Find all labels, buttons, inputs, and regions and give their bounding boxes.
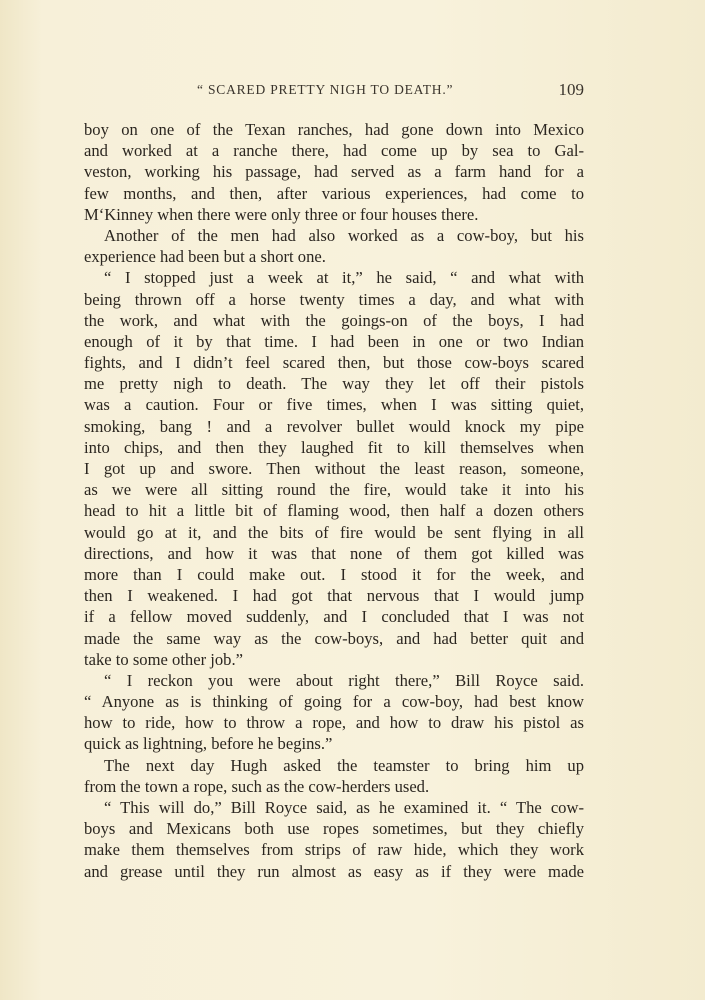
text-line: as we were all sitting round the fire, would take it into his xyxy=(84,480,584,500)
text-line: and worked at a ranche there, had come up by sea to Gal- xyxy=(84,141,584,161)
text-line: veston, working his passage, had served as a farm hand for a xyxy=(84,162,584,182)
text-line: me pretty nigh to death. The way they let off their pistols xyxy=(84,374,584,394)
text-line: into chips, and then they laughed fit to kill themselves when xyxy=(84,437,584,457)
running-head: “ SCARED PRETTY NIGH TO DEATH.” xyxy=(197,82,454,97)
text-line: few months, and then, after various experiences, had come to xyxy=(84,183,584,203)
page-header xyxy=(84,80,584,104)
text-line: being thrown off a horse twenty times a day, and what with xyxy=(84,289,584,309)
text-line: and grease until they run almost as easy as if they were made xyxy=(84,861,584,881)
text-line: more than I could make out. I stood it for the week, and xyxy=(84,564,584,584)
text-line: “ This will do,” Bill Royce said, as he examined it. “ The cow- xyxy=(104,798,584,817)
text-line: I got up and swore. Then without the least reason, someone, xyxy=(84,459,584,478)
text-line: fights, and I didn’t feel scared then, but those cow-boys scared xyxy=(84,353,584,373)
text-line: M‘Kinney when there were only three or four houses there. xyxy=(84,204,479,224)
text-line: would go at it, and the bits of fire would be sent flying in all xyxy=(84,522,584,542)
text-line: Another of the men had also worked as a cow-boy, but his xyxy=(104,225,584,245)
body-text xyxy=(84,119,584,882)
text-line: make them themselves from strips of raw hide, which they work xyxy=(84,840,584,860)
text-line: The next day Hugh asked the teamster to bring him up xyxy=(104,755,584,775)
text-line: was a caution. Four or five times, when I was sitting quiet, xyxy=(84,395,584,415)
text-line: how to ride, how to throw a rope, and how to draw his pistol as xyxy=(84,713,584,733)
text-line: if a fellow moved suddenly, and I concluded that I was not xyxy=(84,607,584,627)
text-line: directions, and how it was that none of them got killed was xyxy=(84,543,584,563)
text-line: head to hit a little bit of flaming wood, then half a dozen others xyxy=(84,501,584,521)
text-line: take to some other job.” xyxy=(84,649,243,669)
text-line: “ I reckon you were about right there,” Bill Royce said. xyxy=(104,670,584,690)
text-line: smoking, bang ! and a revolver bullet would knock my pipe xyxy=(84,416,584,436)
text-line: “ I stopped just a week at it,” he said, “ and what with xyxy=(104,268,584,288)
text-line: made the same way as the cow-boys, and had better quit and xyxy=(84,628,584,648)
text-line: quick as lightning, before he begins.” xyxy=(84,734,333,754)
text-line: boys and Mexicans both use ropes sometimes, but they chiefly xyxy=(84,819,584,839)
text-line: “ Anyone as is thinking of going for a cow-boy, had best know xyxy=(84,692,584,712)
text-line: boy on one of the Texan ranches, had gone down into Mexico xyxy=(84,120,584,139)
text-line: the work, and what with the goings-on of the boys, I had xyxy=(84,310,584,330)
text-line: experience had been but a short one. xyxy=(84,247,326,267)
page-number: 109 xyxy=(558,80,584,99)
text-line: enough of it by that time. I had been in one or two Indian xyxy=(84,331,584,351)
text-line: then I weakened. I had got that nervous that I would jump xyxy=(84,586,584,606)
text-line: from the town a rope, such as the cow-herders used. xyxy=(84,776,430,796)
